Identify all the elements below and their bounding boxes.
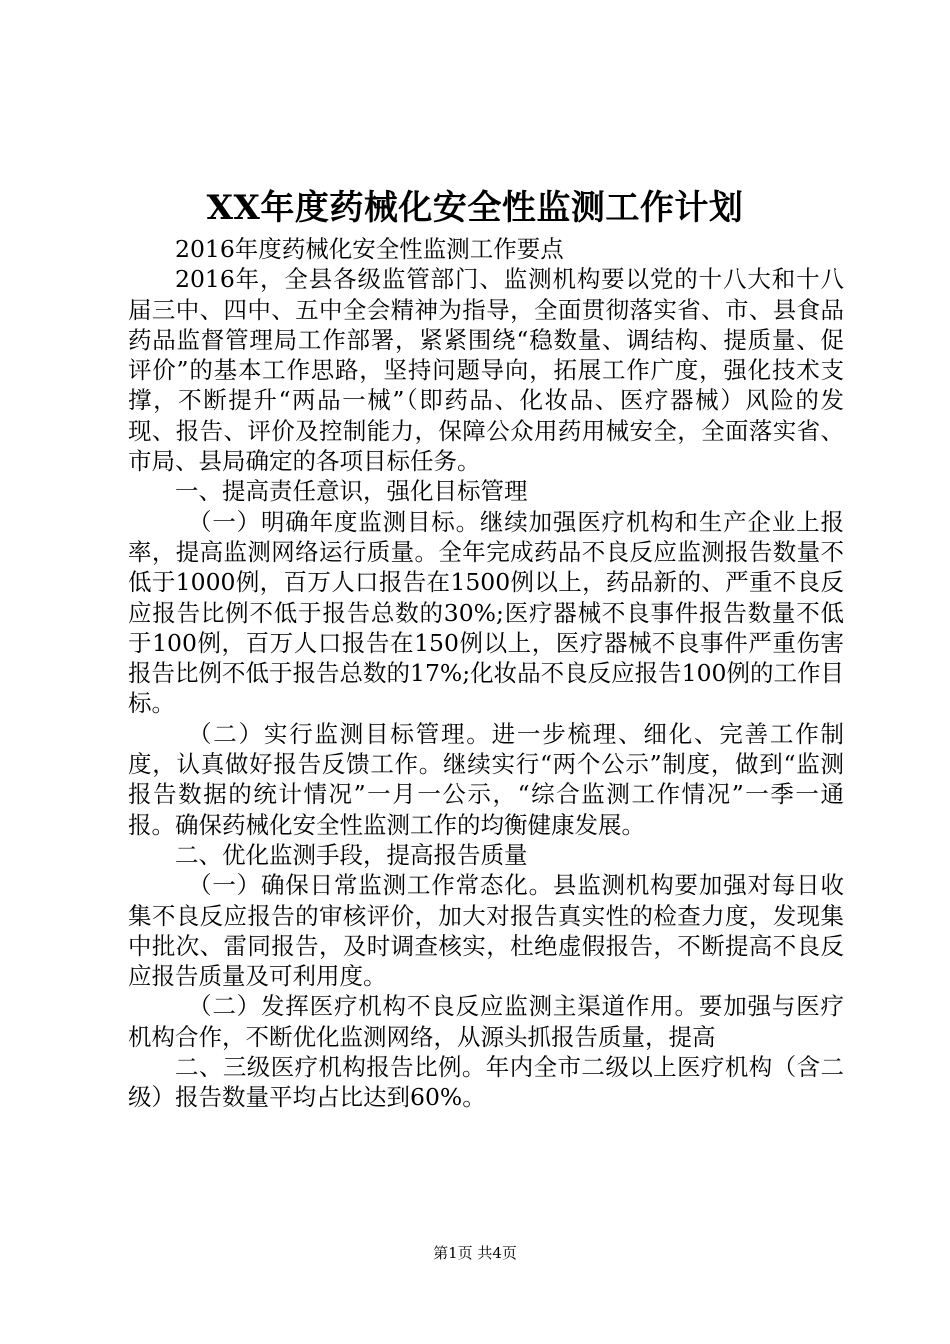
- section-heading-2: 二、优化监测手段，提高报告质量: [175, 840, 528, 869]
- paragraph-summary-heading: 2016年度药械化安全性监测工作要点: [175, 235, 564, 263]
- paragraph-1-2: （二）实行监测目标管理。进一步梳理、细化、完善工作制度，认真做好报告反馈工作。继续实行“两个公示”制度，做到“监测报告数据的统计情况”一月一公示，“综合监测工作情况”一季一通报。确保药械化安全性监测工作的均衡健康发展。: [128, 719, 844, 839]
- paragraph-intro: 2016年，全县各级监管部门、监测机构要以党的十八大和十八届三中、四中、五中全会精神为指导，全面贯彻落实省、市、县食品药品监督管理局工作部署，紧紧围绕“稳数量、调结构、提质量、促评价”的基本工作思路，坚持问题导向，拓展工作广度，强化技术支撑，不断提升“两品一械”（即药品、化妆品、医疗器械）风险的发现、报告、评价及控制能力，保障公众用药用械安全，全面落实省、市局、县局确定的各项目标任务。: [128, 265, 844, 476]
- section-heading-1: 一、提高责任意识，强化目标管理: [175, 477, 528, 506]
- document-body: [128, 234, 844, 1113]
- paragraph-2-2-continued: 二、三级医疗机构报告比例。年内全市二级以上医疗机构（含二级）报告数量平均占比达到60%。: [128, 1053, 844, 1112]
- page-footer: 第1页 共4页: [433, 1244, 517, 1262]
- document-title: XX年度药械化安全性监测工作计划: [206, 188, 744, 228]
- paragraph-2-1: （一）确保日常监测工作常态化。县监测机构要加强对每日收集不良反应报告的审核评价，加大对报告真实性的检查力度，发现集中批次、雷同报告，及时调查核实，杜绝虚假报告，不断提高不良反应报告质量及可利用度。: [128, 871, 844, 991]
- paragraph-1-1: （一）明确年度监测目标。继续加强医疗机构和生产企业上报率，提高监测网络运行质量。全年完成药品不良反应监测报告数量不低于1000例，百万人口报告在1500例以上，药品新的、严重不良反应报告比例不低于报告总数的30%;医疗器械不良事件报告数量不低于100例，百万人口报告在150例以上，医疗器械不良事件严重伤害报告比例不低于报告总数的17%;化妆品不良反应报告100例的工作目标。: [128, 507, 845, 718]
- paragraph-2-2: （二）发挥医疗机构不良反应监测主渠道作用。要加强与医疗机构合作，不断优化监测网络，从源头抓报告质量，提高: [128, 992, 844, 1051]
